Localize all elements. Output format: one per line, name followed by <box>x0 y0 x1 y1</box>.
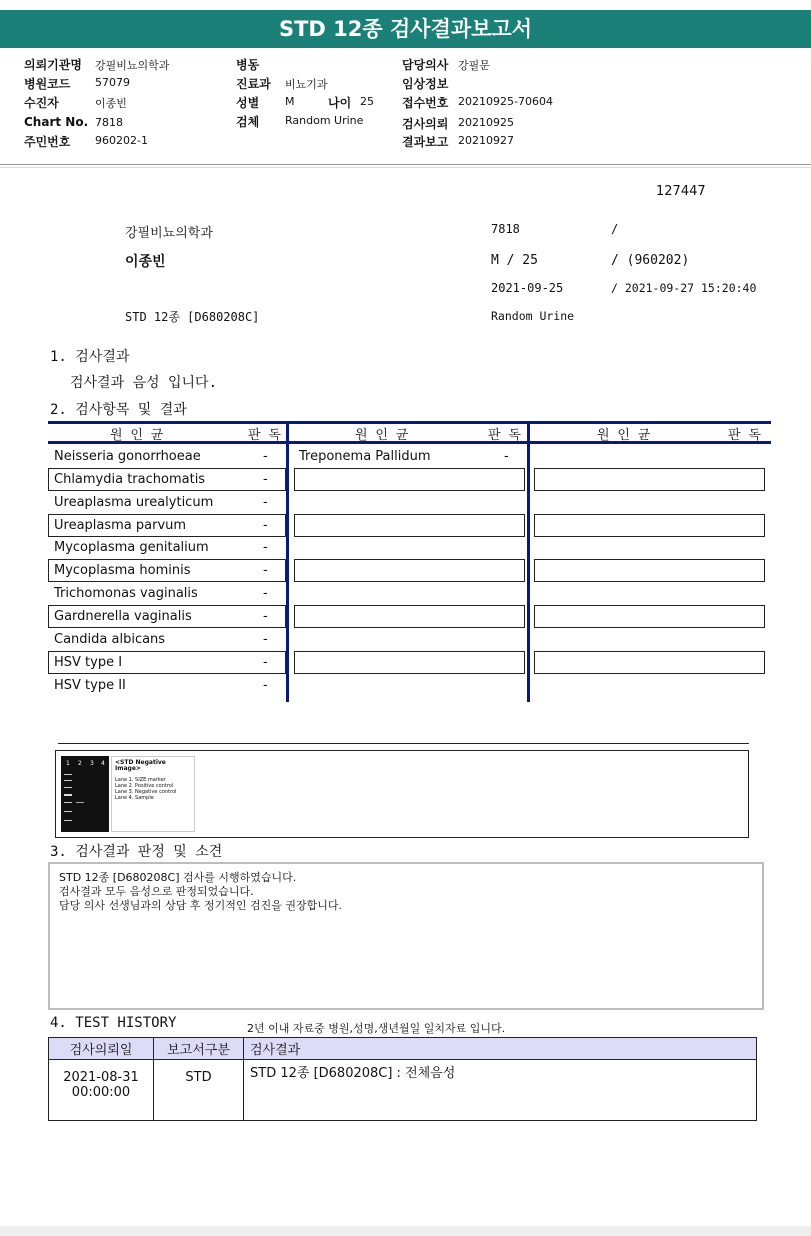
pathogen-name: Neisseria gonorrhoeae <box>54 449 201 464</box>
opinion-line: 검사결과 모두 음성으로 판정되었습니다. <box>59 885 254 898</box>
row-box <box>294 651 525 674</box>
table-row <box>49 1060 757 1121</box>
chart-value: 7818 <box>95 116 123 129</box>
history-col-date: 검사의뢰일 <box>49 1038 154 1060</box>
code-label: 병원코드 <box>24 77 71 91</box>
pathogen-result: - <box>263 563 268 578</box>
section1-text: 검사결과 음성 입니다. <box>70 375 218 391</box>
gel-legend-title: <STD Negative Image> <box>115 759 166 772</box>
pathogen-name: HSV type I <box>54 655 123 670</box>
row-box <box>534 514 765 537</box>
history-header-row <box>49 1038 757 1060</box>
opinion-line: 담당 의사 선생님과의 상담 후 정기적인 검진을 권장합니다. <box>59 899 342 912</box>
pathogen-result: - <box>263 518 268 533</box>
receipt-value: 20210925-70604 <box>458 95 553 108</box>
specimen-label: 검체 <box>236 115 260 129</box>
lane-label: 2 <box>78 760 82 767</box>
summary-request-date: 2021-09-25 <box>491 281 564 295</box>
column-divider-2 <box>527 421 530 702</box>
summary-patient: 이종빈 <box>125 254 166 270</box>
doctor-label: 담당의사 <box>402 58 449 72</box>
marker-band <box>64 811 72 812</box>
pathogen-name: Candida albicans <box>54 632 166 647</box>
row-box <box>534 605 765 628</box>
gel-legend <box>111 756 195 832</box>
patient-label: 수진자 <box>24 96 59 110</box>
request-value: 20210925 <box>458 116 514 129</box>
history-col-result: 검사결과 <box>244 1038 757 1060</box>
age-label: 나이 <box>328 96 352 110</box>
lane-label: 4 <box>101 760 105 767</box>
summary-hospital: 강필비뇨의학과 <box>125 226 213 241</box>
summary-birth: / (960202) <box>611 253 690 268</box>
marker-band <box>64 787 72 788</box>
history-table <box>48 1037 757 1121</box>
receipt-label: 접수번호 <box>402 96 449 110</box>
report-label: 결과보고 <box>402 135 449 149</box>
hospital-label: 의뢰기관명 <box>24 58 82 72</box>
pathogen-result: - <box>263 632 268 647</box>
history-col-type: 보고서구분 <box>154 1038 244 1060</box>
col2-pathogen-header: 원 인 균 <box>355 428 409 443</box>
ward-label: 병동 <box>236 58 260 72</box>
pathogen-name: Mycoplasma hominis <box>54 563 191 578</box>
row-box <box>534 468 765 491</box>
marker-band <box>64 802 72 803</box>
pathogen-name: Treponema Pallidum <box>299 449 431 464</box>
col3-pathogen-header: 원 인 균 <box>597 428 651 443</box>
history-date: 2021-08-31 <box>63 1070 139 1085</box>
sex-value: M <box>285 95 295 108</box>
specimen-value: Random Urine <box>285 114 364 127</box>
row-box <box>534 651 765 674</box>
patient-value: 이종빈 <box>95 97 127 110</box>
section4-title: 4. TEST HISTORY <box>50 1015 177 1031</box>
control-band <box>76 802 84 803</box>
doctor-value: 강필문 <box>458 59 490 72</box>
dept-value: 비뇨기과 <box>285 78 328 91</box>
header-divider <box>0 164 811 165</box>
gel-legend-line: Lane 1. SIZE marker <box>115 777 166 783</box>
pathogen-result: - <box>263 586 268 601</box>
pathogen-result: - <box>263 540 268 555</box>
opinion-line: STD 12종 [D680208C] 검사를 시행하였습니다. <box>59 871 297 884</box>
chart-label: Chart No. <box>24 115 89 129</box>
row-box <box>294 514 525 537</box>
pathogen-result: - <box>263 472 268 487</box>
col1-pathogen-header: 원 인 균 <box>110 428 164 443</box>
pathogen-name: Chlamydia trachomatis <box>54 472 206 487</box>
opinion-box <box>48 862 764 1010</box>
image-top-rule <box>58 743 749 744</box>
rrn-label: 주민번호 <box>24 135 71 149</box>
pathogen-result: - <box>263 655 268 670</box>
summary-slash: / <box>611 222 619 236</box>
summary-specimen: Random Urine <box>491 309 575 323</box>
marker-band <box>64 820 72 821</box>
history-result: STD 12종 [D680208C] : 전체음성 <box>244 1060 757 1121</box>
row-box <box>294 605 525 628</box>
col3-result-header: 판 독 <box>728 428 761 443</box>
history-time: 00:00:00 <box>71 1085 131 1100</box>
page-footer-band <box>0 1226 811 1236</box>
section2-title: 2. 검사항목 및 결과 <box>50 402 187 418</box>
pathogen-result: - <box>263 495 268 510</box>
row-box <box>294 468 525 491</box>
lane-label: 1 <box>66 760 70 767</box>
lane-label: 3 <box>90 760 94 767</box>
row-box <box>294 559 525 582</box>
col1-result-header: 판 독 <box>248 428 281 443</box>
section3-title: 3. 검사결과 판정 및 소견 <box>50 844 223 860</box>
dept-label: 진료과 <box>236 77 271 91</box>
sex-label: 성별 <box>236 96 260 110</box>
clinical-label: 임상정보 <box>402 77 449 91</box>
pathogen-name: Ureaplasma urealyticum <box>54 495 214 510</box>
rrn-value: 960202-1 <box>95 134 148 147</box>
age-value: 25 <box>360 95 374 108</box>
code-value: 57079 <box>95 76 130 89</box>
report-title: STD 12종 검사결과보고서 <box>0 10 811 48</box>
pathogen-name: HSV type II <box>54 678 126 693</box>
summary-sex-age: M / 25 <box>491 253 538 268</box>
header-divider-2 <box>0 167 811 168</box>
history-date-cell <box>49 1060 154 1121</box>
gel-image-box <box>55 750 749 838</box>
section4-note: 2년 이내 자료중 병원,성명,생년월일 일치자료 입니다. <box>247 1022 506 1035</box>
pathogen-name: Mycoplasma genitalium <box>54 540 209 555</box>
gel-legend-line: Lane 3. Negative control <box>115 789 177 795</box>
pathogen-name: Ureaplasma parvum <box>54 518 187 533</box>
summary-report-datetime: / 2021-09-27 15:20:40 <box>611 281 757 295</box>
pathogen-result: - <box>263 678 268 693</box>
pathogen-result: - <box>263 609 268 624</box>
gel-legend-line: Lane 4. Sample <box>115 795 154 801</box>
report-value: 20210927 <box>458 134 514 147</box>
gel-electrophoresis-image <box>61 756 109 832</box>
pathogen-result: - <box>504 449 509 464</box>
report-id-number: 127447 <box>656 184 706 199</box>
marker-band <box>64 774 72 775</box>
marker-band <box>64 780 72 781</box>
row-box <box>534 559 765 582</box>
col2-result-header: 판 독 <box>488 428 521 443</box>
pathogen-result: - <box>263 449 268 464</box>
gel-legend-line: Lane 2. Positive control <box>115 783 174 789</box>
section1-title: 1. 검사결과 <box>50 349 130 365</box>
pathogen-name: Gardnerella vaginalis <box>54 609 192 624</box>
history-type: STD <box>154 1060 244 1121</box>
marker-band <box>64 794 72 796</box>
summary-test-name: STD 12종 [D680208C] <box>125 310 260 324</box>
pathogen-name: Trichomonas vaginalis <box>54 586 198 601</box>
column-divider-1 <box>286 421 289 702</box>
summary-chart: 7818 <box>491 222 520 236</box>
request-label: 검사의뢰 <box>402 117 449 131</box>
hospital-value: 강필비뇨의학과 <box>95 59 170 72</box>
gel-lanes-graphic <box>61 756 109 832</box>
